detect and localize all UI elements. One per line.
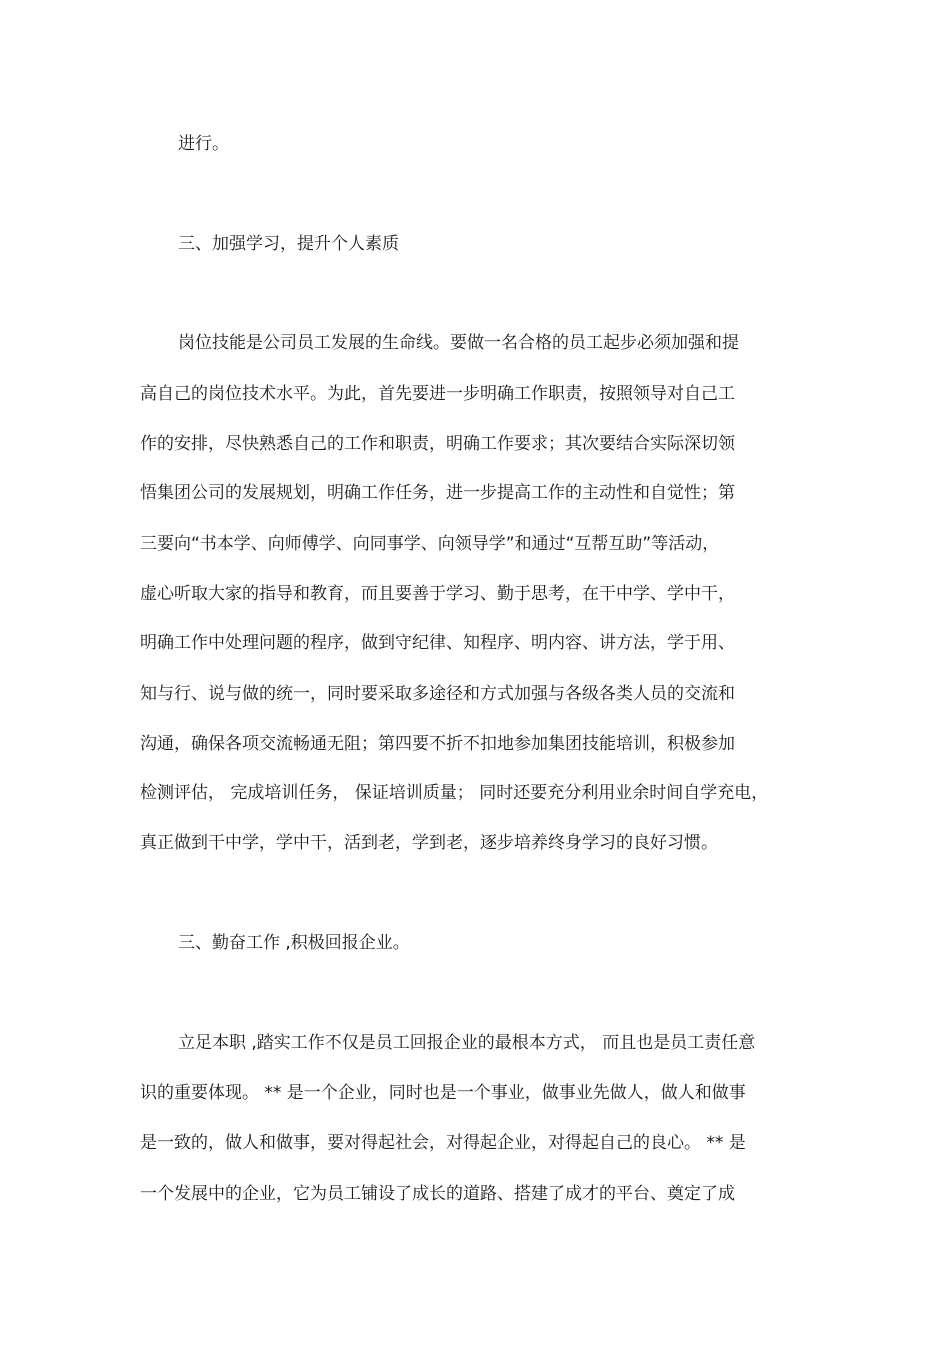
body-text-line: 知与行、说与做的统一，同时要采取多途径和方式加强与各级各类人员的交流和 — [140, 684, 735, 704]
body-text-line: 悟集团公司的发展规划，明确工作任务，进一步提高工作的主动性和自觉性；第 — [140, 483, 735, 503]
body-text-line: 沟通，确保各项交流畅通无阻；第四要不折不扣地参加集团技能培训，积极参加 — [140, 734, 735, 754]
section-heading-work: 三、勤奋工作 ,积极回报企业。 — [178, 933, 410, 953]
body-text-line: 检测评估， 完成培训任务， 保证培训质量； 同时还要充分利用业余时间自学充电， — [140, 783, 769, 803]
body-text-line: 识的重要体现。 ** 是一个企业，同时也是一个事业，做事业先做人，做人和做事 — [140, 1083, 746, 1103]
body-text-line: 一个发展中的企业，它为员工铺设了成长的道路、搭建了成才的平台、奠定了成 — [140, 1184, 735, 1204]
body-text-line: 岗位技能是公司员工发展的生命线。要做一名合格的员工起步必须加强和提 — [178, 333, 739, 353]
body-text-line: 是一致的，做人和做事，要对得起社会，对得起企业，对得起自己的良心。 ** 是 — [140, 1133, 746, 1153]
body-text-line: 虚心听取大家的指导和教育，而且要善于学习、勤于思考，在干中学、学中干， — [140, 584, 735, 604]
body-text-line: 三要向“书本学、向师傅学、向同事学、向领导学”和通过“互帮互助”等活动， — [140, 534, 720, 554]
body-text-line: 明确工作中处理问题的程序，做到守纪律、知程序、明内容、讲方法，学于用、 — [140, 633, 735, 653]
section-heading-study: 三、加强学习，提升个人素质 — [178, 234, 399, 254]
body-text-line: 立足本职 ,踏实工作不仅是员工回报企业的最根本方式， 而且也是员工责任意 — [178, 1033, 756, 1053]
paragraph-continuation: 进行。 — [178, 134, 229, 154]
body-text-line: 真正做到干中学，学中干，活到老，学到老，逐步培养终身学习的良好习惯。 — [140, 833, 718, 853]
body-text-line: 作的安排，尽快熟悉自己的工作和职责，明确工作要求；其次要结合实际深切领 — [140, 434, 735, 454]
body-text-line: 高自己的岗位技术水平。为此，首先要进一步明确工作职责，按照领导对自己工 — [140, 384, 735, 404]
